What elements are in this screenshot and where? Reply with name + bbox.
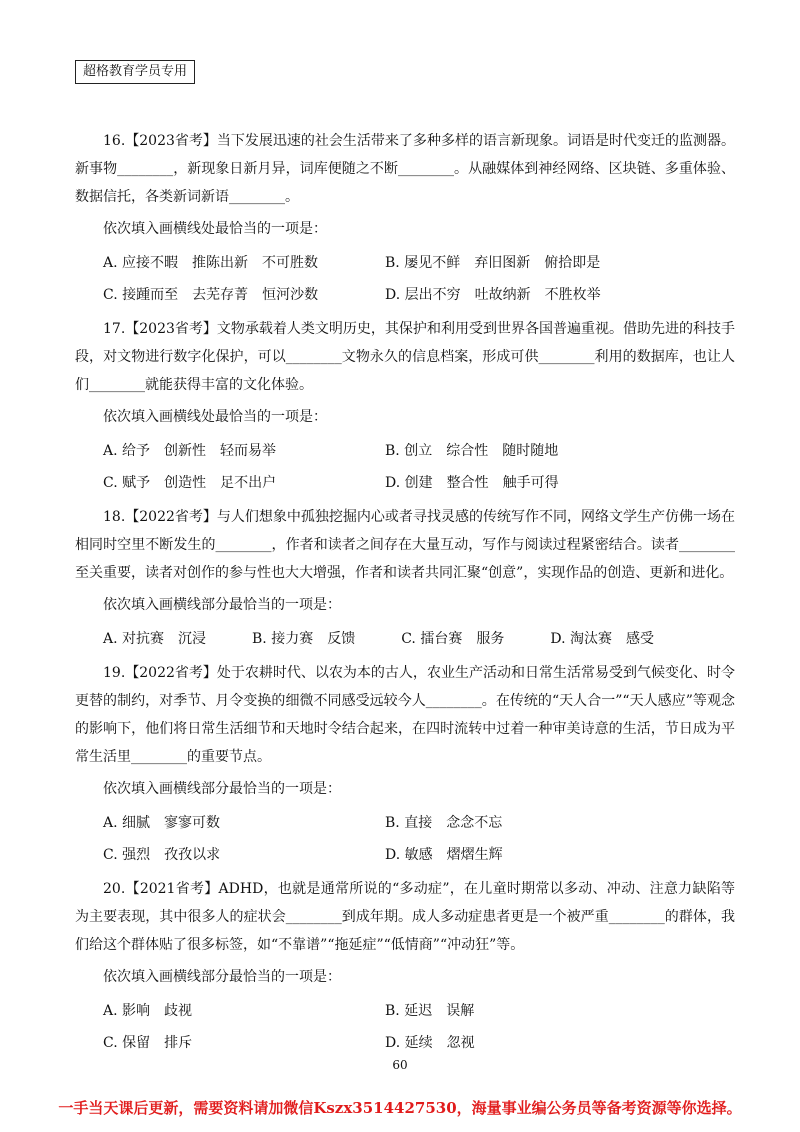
option-b[interactable]: B. 直接 念念不忘	[385, 815, 503, 831]
question-prompt: 依次填入画横线处最恰当的一项是：	[103, 221, 327, 237]
question-prompt: 依次填入画横线部分最恰当的一项是：	[103, 781, 341, 797]
question-18	[75, 503, 735, 657]
question-16	[75, 127, 735, 313]
question-stem: 17.【2023省考】文物承载着人类文明历史，其保护和利用受到世界各国普遍重视。借助先进的科技手段，对文物进行数字化保护，可以________文物永久的信息档案，形成可供________利用的数据库，也让人们________就能获得丰富的文化体验。	[75, 321, 735, 393]
option-a[interactable]: A. 影响 歧视	[103, 1003, 193, 1019]
option-b[interactable]: B. 创立 综合性 随时随地	[385, 443, 559, 459]
option-b[interactable]: B. 延迟 误解	[385, 1003, 475, 1019]
question-stem: 16.【2023省考】当下发展迅速的社会生活带来了多种多样的语言新现象。词语是时代变迁的监测器。新事物________，新现象日新月异，词库便随之不断________。从融媒体到神经网络、区块链、多重体验、数据信托，各类新词新语________。	[75, 133, 735, 205]
question-20	[75, 875, 735, 1061]
page-number: 60	[392, 1058, 408, 1072]
option-c[interactable]: C. 保留 排斥	[103, 1035, 193, 1051]
question-prompt: 依次填入画横线部分最恰当的一项是：	[103, 969, 341, 985]
question-prompt: 依次填入画横线处最恰当的一项是：	[103, 409, 327, 425]
option-c[interactable]: C. 赋予 创造性 足不出户	[103, 475, 277, 491]
option-a[interactable]: A. 细腻 寥寥可数	[103, 815, 221, 831]
question-prompt: 依次填入画横线部分最恰当的一项是：	[103, 597, 341, 613]
question-stem: 19.【2022省考】处于农耕时代、以农为本的古人，农业生产活动和日常生活常易受到气候变化、时令更替的制约，对季节、月令变换的细微不同感受远较今人________。在传统的“天人合一”“天人感应”等观念的影响下，他们将日常生活细节和天地时令结合起来，在四时流转中过着一种审美诗意的生活，节日成为平常生活里________的重要节点。	[75, 665, 735, 765]
option-d[interactable]: D. 延续 忽视	[385, 1035, 475, 1051]
question-stem: 18.【2022省考】与人们想象中孤独挖掘内心或者寻找灵感的传统写作不同，网络文学生产仿佛一场在相同时空里不断发生的________，作者和读者之间存在大量互动，写作与阅读过程紧密结合。读者________至关重要，读者对创作的参与性也大大增强，作者和读者共同汇聚“创意”，实现作品的创造、更新和进化。	[75, 509, 735, 581]
option-list	[75, 997, 735, 1061]
option-c[interactable]: C. 强烈 孜孜以求	[103, 847, 221, 863]
option-a[interactable]: A. 对抗赛 沉浸	[103, 631, 207, 647]
option-list	[75, 249, 735, 313]
footer-note: 一手当天课后更新，需要资料请加微信Kszx3514427530，海量事业编公务员等备考资源等你选择。	[58, 1099, 742, 1117]
option-c[interactable]: C. 接踵而至 去芜存菁 恒河沙数	[103, 287, 319, 303]
option-list	[75, 809, 735, 873]
question-stem: 20.【2021省考】ADHD，也就是通常所说的“多动症”，在儿童时期常以多动、冲动、注意力缺陷等为主要表现，其中很多人的症状会________到成年期。成人多动症患者更是一个被严重________的群体，我们给这个群体贴了很多标签，如“不靠谱”“拖延症”“低情商”“冲动狂”等。	[75, 881, 735, 953]
option-b[interactable]: B. 屡见不鲜 弃旧图新 俯拾即是	[385, 255, 601, 271]
question-list	[75, 127, 735, 1063]
question-19	[75, 659, 735, 873]
option-d[interactable]: D. 创建 整合性 触手可得	[385, 475, 559, 491]
option-d[interactable]: D. 淘汰赛 感受	[550, 631, 654, 647]
option-list	[75, 437, 735, 501]
option-b[interactable]: B. 接力赛 反馈	[252, 631, 356, 647]
option-a[interactable]: A. 给予 创新性 轻而易举	[103, 443, 277, 459]
header-label: 超格教育学员专用	[75, 60, 195, 84]
option-list	[75, 625, 735, 657]
option-d[interactable]: D. 敏感 熠熠生辉	[385, 847, 503, 863]
option-a[interactable]: A. 应接不暇 推陈出新 不可胜数	[103, 255, 319, 271]
option-c[interactable]: C. 擂台赛 服务	[401, 631, 505, 647]
option-d[interactable]: D. 层出不穷 吐故纳新 不胜枚举	[385, 287, 601, 303]
question-17	[75, 315, 735, 501]
